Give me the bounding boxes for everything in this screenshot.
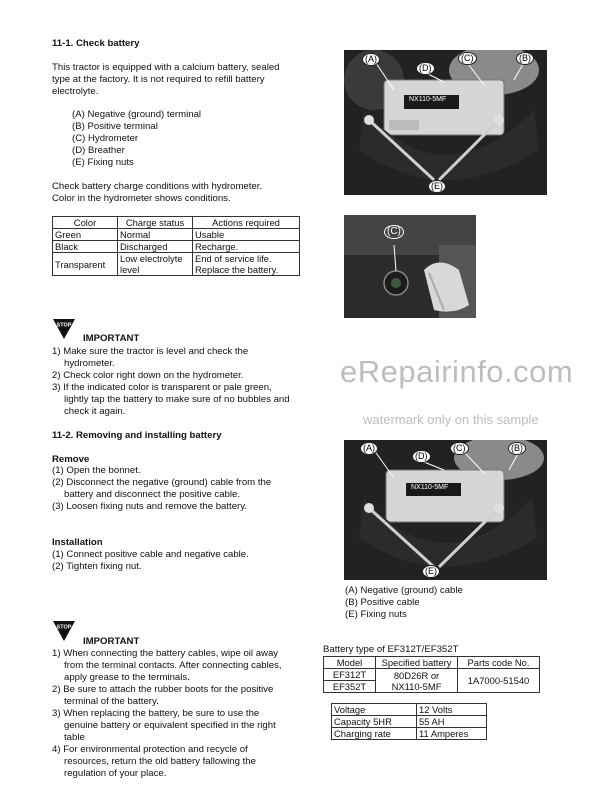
table-cell: Usable [193, 229, 300, 241]
table-cell: 12 Volts [417, 704, 487, 716]
stop-icon-label: STOP [56, 624, 72, 631]
stop-warning-icon [52, 318, 76, 340]
table-row [332, 728, 487, 740]
table-cell: Voltage [332, 704, 417, 716]
list-item: (1) Open the bonnet. [52, 465, 141, 476]
table-cell: 55 AH [417, 716, 487, 728]
column-header: Charge status [118, 217, 193, 229]
watermark-main: eRepairinfo.com [340, 354, 574, 389]
installation-title: Installation [52, 537, 103, 548]
photo-callout-e: (E) [428, 180, 446, 193]
parts-list [72, 109, 201, 169]
battery-photo-top [344, 50, 547, 195]
installation-steps [52, 549, 249, 573]
battery-photo-install [344, 440, 547, 580]
section-heading-removing-battery: 11-2. Removing and installing battery [52, 430, 222, 441]
cell-line: level [120, 264, 140, 275]
stop-warning-icon [52, 620, 76, 642]
column-header: Model [324, 657, 376, 669]
text-line: This tractor is equipped with a calcium battery, sealed [52, 62, 280, 73]
list-item: (E) Fixing nuts [72, 157, 134, 168]
photo-callout-b: (B) [516, 52, 534, 65]
column-header: Color [53, 217, 118, 229]
important-list [52, 346, 290, 418]
cell-line: 80D26R or [393, 669, 440, 681]
remove-steps [52, 465, 271, 513]
list-item: terminal of the battery. [64, 696, 159, 707]
column-header: Actions required [193, 217, 300, 229]
photo-callout-d: (D) [412, 450, 431, 463]
important-title: IMPORTANT [83, 636, 140, 647]
table-cell [118, 253, 193, 276]
list-item: genuine battery or equivalent specified in the right [64, 720, 276, 731]
photo-callout-c: (C) [450, 442, 469, 455]
table-cell: EF352T [324, 681, 376, 693]
table-cell: 11 Amperes [417, 728, 487, 740]
photo-callout-b: (B) [508, 442, 526, 455]
table-header-row [324, 657, 540, 669]
list-item: (C) Hydrometer [72, 133, 139, 144]
list-item: 3) If the indicated color is transparent or pale green, [52, 382, 272, 393]
list-item: 2) Check color right down on the hydrometer. [52, 370, 244, 381]
section-heading-check-battery: 11-1. Check battery [52, 38, 140, 49]
photo-callout-a: (A) [362, 53, 380, 66]
table-cell: Recharge. [193, 241, 300, 253]
battery-spec-table [331, 703, 487, 740]
list-item: (B) Positive terminal [72, 121, 158, 132]
table-cell [193, 253, 300, 276]
check-paragraph [52, 181, 262, 205]
list-item: table [64, 732, 85, 743]
list-item: 1) When connecting the battery cables, wipe oil away [52, 648, 279, 659]
list-item: 2) Be sure to attach the rubber boots for the positive [52, 684, 274, 695]
table-row [53, 241, 300, 253]
table-cell [376, 669, 458, 693]
watermark-sub: watermark only on this sample [363, 412, 539, 427]
cell-line: NX110-5MF [391, 680, 442, 692]
remove-title: Remove [52, 454, 90, 465]
table-header-row [53, 217, 300, 229]
list-item: resources, return the old battery fallowing the [64, 756, 256, 767]
text-line: Check battery charge conditions with hydrometer. [52, 181, 263, 192]
hydrometer-photo [344, 215, 476, 318]
list-item: 4) For environmental protection and recycle of [52, 744, 248, 755]
list-item: 1) Make sure the tractor is level and check the [52, 346, 249, 357]
table-row [53, 253, 300, 276]
battery-type-title: Battery type of EF312T/EF352T [323, 644, 459, 655]
text-line: electrolyte. [52, 86, 99, 97]
list-item: lightly tap the battery to make sure of no bubbles and [64, 394, 290, 405]
table-row [324, 669, 540, 681]
list-item: (3) Loosen fixing nuts and remove the battery. [52, 501, 248, 512]
caption-line: (E) Fixing nuts [345, 609, 407, 620]
battery-photo-image [344, 50, 547, 195]
table-cell: EF312T [324, 669, 376, 681]
list-item: (D) Breather [72, 145, 125, 156]
table-cell: Charging rate [332, 728, 417, 740]
table-cell: Capacity 5HR [332, 716, 417, 728]
cell-line: End of service life. [195, 253, 272, 264]
list-item: (A) Negative (ground) terminal [72, 109, 202, 120]
table-row [332, 716, 487, 728]
table-row [53, 229, 300, 241]
hydrometer-photo-image [344, 215, 476, 318]
battery-type-table [323, 656, 540, 693]
list-item: from the terminal contacts. After connecting cables, [64, 660, 282, 671]
caption-line: (A) Negative (ground) cable [345, 585, 463, 596]
list-item: battery and disconnect the positive cable. [64, 489, 240, 500]
column-header: Specified battery [376, 657, 458, 669]
table-row [332, 704, 487, 716]
text-line: type at the factory. It is not required to refill battery [52, 74, 265, 85]
photo-callout-d: (D) [416, 62, 435, 75]
battery-photo-image [344, 440, 547, 580]
list-item: (2) Disconnect the negative (ground) cable from the [52, 477, 272, 488]
table-cell: Normal [118, 229, 193, 241]
stop-icon-label: STOP [56, 322, 72, 329]
important-title: IMPORTANT [83, 333, 140, 344]
list-item: (2) Tighten fixing nut. [52, 561, 142, 572]
color-status-table [52, 216, 300, 276]
table-cell: Transparent [53, 253, 118, 276]
cell-line: Replace the battery. [195, 264, 279, 275]
list-item: check it again. [64, 406, 126, 417]
table-cell: Black [53, 241, 118, 253]
table-cell: Discharged [118, 241, 193, 253]
list-item: apply grease to the terminals. [64, 672, 190, 683]
table-cell: 1A7000-51540 [458, 669, 540, 693]
photo-callout-c: (C) [384, 225, 404, 239]
list-item: 3) When replacing the battery, be sure to use the [52, 708, 260, 719]
intro-paragraph [52, 62, 280, 98]
list-item: regulation of your place. [64, 768, 167, 779]
table-cell: Green [53, 229, 118, 241]
photo-callout-e: (E) [422, 565, 440, 578]
important-list [52, 648, 282, 780]
photo-caption [345, 585, 463, 621]
cell-line: Low electrolyte [120, 253, 183, 264]
caption-line: (B) Positive cable [345, 597, 420, 608]
text-line: Color in the hydrometer shows conditions. [52, 193, 231, 204]
battery-label-text: NX110-5MF [411, 484, 449, 491]
list-item: (1) Connect positive cable and negative cable. [52, 549, 249, 560]
list-item: hydrometer. [64, 358, 115, 369]
column-header: Parts code No. [458, 657, 540, 669]
photo-callout-a: (A) [360, 442, 378, 455]
battery-label-text: NX110-5MF [409, 96, 447, 103]
photo-callout-c: (C) [458, 52, 477, 65]
